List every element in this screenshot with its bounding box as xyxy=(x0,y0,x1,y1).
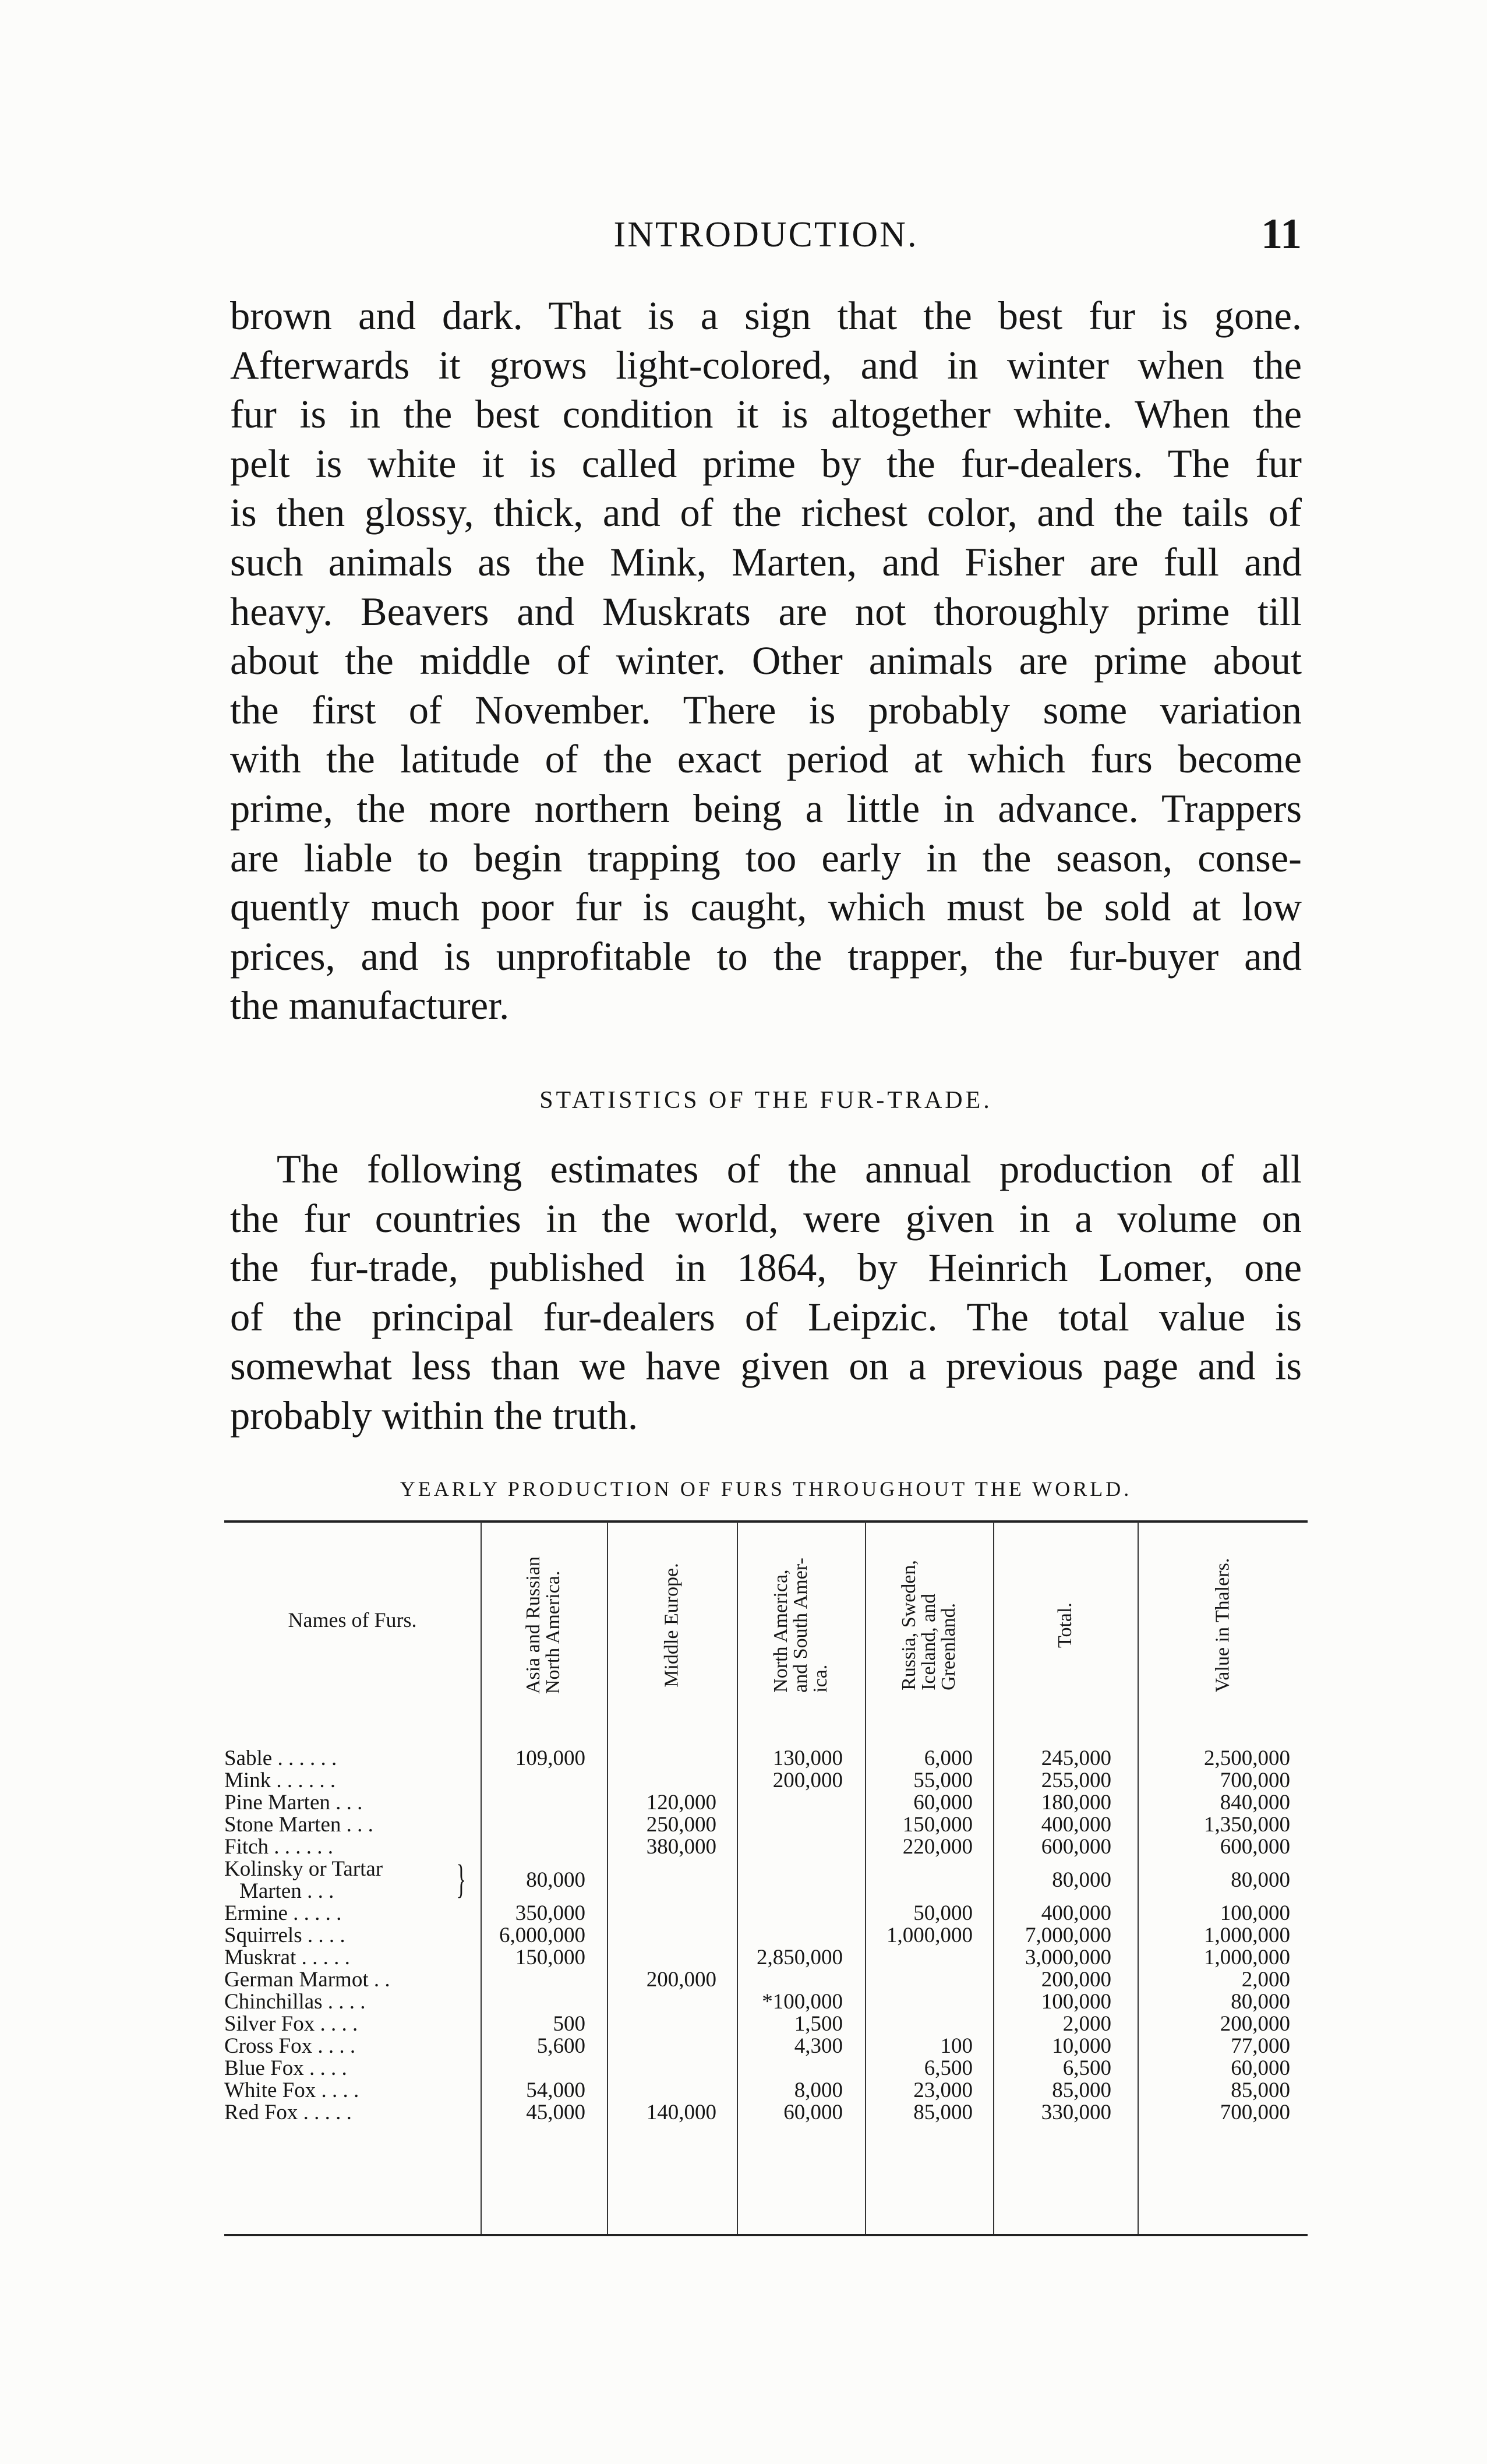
table-body xyxy=(224,1748,1308,2124)
table-row xyxy=(224,1748,1308,1770)
cell-america: 60,000 xyxy=(783,2101,843,2124)
cell-russia: 60,000 xyxy=(913,1791,973,1815)
fur-name xyxy=(224,1814,481,1836)
header-names-of-furs: Names of Furs. xyxy=(288,1608,417,1632)
table-row xyxy=(224,1902,1308,1925)
cell-value: 80,000 xyxy=(1231,1868,1290,1892)
fur-name-text: Ermine . . . . . xyxy=(224,1901,342,1925)
cell-america: 2,850,000 xyxy=(757,1946,843,1969)
cell-total: 180,000 xyxy=(1041,1791,1111,1815)
header-total-text: Total. xyxy=(1054,1602,1076,1648)
fur-name xyxy=(224,1858,481,1902)
table-row xyxy=(224,2080,1308,2102)
text-line: heavy. Beavers and Muskrats are not thoroughly prime till xyxy=(230,589,1302,634)
text-line: prices, and is unprofitable to the trapper, the fur-buyer and xyxy=(230,934,1302,979)
cell-total: 245,000 xyxy=(1041,1746,1111,1770)
header-total xyxy=(993,1532,1138,1718)
intro-paragraph xyxy=(230,1145,1302,1441)
cell-russia: 55,000 xyxy=(913,1768,973,1792)
page-number: 11 xyxy=(1261,210,1302,258)
table-row xyxy=(224,1836,1308,1858)
cell-russia: 6,500 xyxy=(924,2056,973,2080)
table-row xyxy=(224,1814,1308,1836)
fur-name xyxy=(224,1792,481,1814)
cell-total: 6,500 xyxy=(1062,2056,1111,2080)
text-line: somewhat less than we have given on a previous page and is xyxy=(230,1344,1302,1389)
table-row xyxy=(224,1969,1308,1991)
intro-text xyxy=(230,1145,1302,1441)
cell-asia: 150,000 xyxy=(515,1946,585,1969)
cell-asia: 500 xyxy=(553,2012,585,2036)
text-line: the first of November. There is probably some variation xyxy=(230,687,1302,732)
fur-name xyxy=(224,1902,481,1925)
fur-name xyxy=(224,1748,481,1770)
table-title: YEARLY PRODUCTION OF FURS THROUGHOUT THE WORLD. xyxy=(400,1477,1132,1501)
cell-asia: 6,000,000 xyxy=(499,1923,585,1947)
fur-name xyxy=(224,2080,481,2102)
fur-name-text: Muskrat . . . . . xyxy=(224,1946,350,1969)
fur-name-text: Pine Marten . . . xyxy=(224,1791,363,1815)
cell-value: 200,000 xyxy=(1220,2012,1290,2036)
table-row xyxy=(224,1770,1308,1792)
table-row xyxy=(224,1991,1308,2013)
cell-europe: 250,000 xyxy=(646,1813,716,1837)
cell-value: 80,000 xyxy=(1231,1990,1290,2014)
fur-name-text: Stone Marten . . . xyxy=(224,1813,373,1837)
header-america xyxy=(737,1532,865,1718)
cell-america: 8,000 xyxy=(794,2078,843,2102)
text-line: are liable to begin trapping too early in the season, conse- xyxy=(230,835,1302,880)
table-top-rule xyxy=(224,1520,1308,1523)
text-line: about the middle of winter. Other animals are prime about xyxy=(230,638,1302,683)
text-line: of the principal fur-dealers of Leipzic. The total value is xyxy=(230,1294,1302,1339)
table-row xyxy=(224,1925,1308,1947)
header-asia xyxy=(481,1532,607,1718)
body-paragraph xyxy=(230,291,1302,1030)
cell-europe: 200,000 xyxy=(646,1968,716,1992)
fur-name-text: Kolinsky or Tartar xyxy=(224,1857,383,1881)
fur-name-text: Fitch . . . . . . xyxy=(224,1835,334,1859)
text-line: The following estimates of the annual production of all xyxy=(277,1147,1302,1191)
header-america-text: North America, and South Amer- ica. xyxy=(770,1558,831,1693)
fur-name-text: Blue Fox . . . . xyxy=(224,2056,347,2080)
text-line: Afterwards it grows light-colored, and in winter when the xyxy=(230,343,1302,387)
fur-name-text: White Fox . . . . xyxy=(224,2078,359,2102)
table-row xyxy=(224,2057,1308,2080)
text-line: quently much poor fur is caught, which must be sold at low xyxy=(230,885,1302,930)
table-row xyxy=(224,2035,1308,2057)
text-line: is then glossy, thick, and of the richest color, and the tails of xyxy=(230,490,1302,535)
header-asia-text: Asia and Russian North America. xyxy=(522,1556,564,1695)
cell-america: 130,000 xyxy=(772,1746,843,1770)
header-value xyxy=(1138,1532,1308,1718)
fur-name-text: Red Fox . . . . . xyxy=(224,2101,352,2124)
cell-total: 400,000 xyxy=(1041,1901,1111,1925)
cell-america: *100,000 xyxy=(762,1990,843,2014)
fur-name xyxy=(224,1991,481,2013)
fur-name xyxy=(224,2057,481,2080)
cell-total: 10,000 xyxy=(1052,2034,1111,2058)
cell-total: 100,000 xyxy=(1041,1990,1111,2014)
cell-total: 255,000 xyxy=(1041,1768,1111,1792)
cell-russia: 50,000 xyxy=(913,1901,973,1925)
cell-russia: 6,000 xyxy=(924,1746,973,1770)
cell-total: 80,000 xyxy=(1052,1868,1111,1892)
cell-russia: 85,000 xyxy=(913,2101,973,2124)
cell-america: 200,000 xyxy=(772,1768,843,1792)
cell-russia: 23,000 xyxy=(913,2078,973,2102)
cell-value: 700,000 xyxy=(1220,2101,1290,2124)
fur-name-text: Squirrels . . . . xyxy=(224,1923,345,1947)
cell-value: 1,000,000 xyxy=(1204,1923,1290,1947)
header-middle-europe-text: Middle Europe. xyxy=(661,1563,683,1688)
cell-value: 60,000 xyxy=(1231,2056,1290,2080)
section-heading: STATISTICS OF THE FUR-TRADE. xyxy=(539,1087,992,1114)
text-line: with the latitude of the exact period at which furs become xyxy=(230,737,1302,782)
cell-russia: 220,000 xyxy=(902,1835,973,1859)
text-line: prime, the more northern being a little in advance. Trappers xyxy=(230,786,1302,831)
cell-russia: 100 xyxy=(940,2034,973,2058)
cell-asia: 5,600 xyxy=(536,2034,585,2058)
text-line: the fur-trade, published in 1864, by Heinrich Lomer, one xyxy=(230,1245,1302,1290)
cell-total: 400,000 xyxy=(1041,1813,1111,1837)
header-russia-text: Russia, Sweden, Iceland, and Greenland. xyxy=(898,1560,960,1690)
cell-value: 1,000,000 xyxy=(1204,1946,1290,1969)
cell-value: 840,000 xyxy=(1220,1791,1290,1815)
fur-name xyxy=(224,2013,481,2035)
cell-value: 100,000 xyxy=(1220,1901,1290,1925)
fur-name xyxy=(224,1969,481,1991)
cell-value: 1,350,000 xyxy=(1204,1813,1290,1837)
text-line: the fur countries in the world, were given in a volume on xyxy=(230,1196,1302,1241)
fur-name-text-continued: Marten . . . xyxy=(239,1879,334,1903)
cell-value: 2,500,000 xyxy=(1204,1746,1290,1770)
cell-asia: 45,000 xyxy=(526,2101,585,2124)
header-middle-europe xyxy=(607,1532,737,1718)
fur-name-text: German Marmot . . xyxy=(224,1968,390,1992)
cell-value: 600,000 xyxy=(1220,1835,1290,1859)
text-line: fur is in the best condition it is altogether white. When the xyxy=(230,392,1302,437)
fur-name-text: Mink . . . . . . xyxy=(224,1768,336,1792)
text-line: such animals as the Mink, Marten, and Fisher are full and xyxy=(230,539,1302,584)
running-title: INTRODUCTION. xyxy=(613,215,919,255)
text-line: the manufacturer. xyxy=(230,983,510,1028)
cell-total: 85,000 xyxy=(1052,2078,1111,2102)
table-row xyxy=(224,1858,1308,1902)
fur-name xyxy=(224,1947,481,1969)
fur-name xyxy=(224,1836,481,1858)
text-line: pelt is white it is called prime by the fur-dealers. The fur xyxy=(230,441,1302,486)
cell-europe: 380,000 xyxy=(646,1835,716,1859)
body-text xyxy=(230,291,1302,1030)
fur-name-text: Silver Fox . . . . xyxy=(224,2012,358,2036)
cell-russia: 150,000 xyxy=(902,1813,973,1837)
cell-america: 1,500 xyxy=(794,2012,843,2036)
cell-value: 2,000 xyxy=(1241,1968,1290,1992)
header-russia xyxy=(865,1532,993,1718)
fur-name xyxy=(224,2102,481,2124)
cell-total: 3,000,000 xyxy=(1025,1946,1111,1969)
page-header xyxy=(230,210,1302,262)
cell-total: 600,000 xyxy=(1041,1835,1111,1859)
cell-value: 85,000 xyxy=(1231,2078,1290,2102)
table-row xyxy=(224,2013,1308,2035)
cell-russia: 1,000,000 xyxy=(886,1923,973,1947)
cell-value: 77,000 xyxy=(1231,2034,1290,2058)
cell-europe: 120,000 xyxy=(646,1791,716,1815)
cell-america: 4,300 xyxy=(794,2034,843,2058)
cell-asia: 109,000 xyxy=(515,1746,585,1770)
text-line: probably within the truth. xyxy=(230,1393,638,1438)
fur-name xyxy=(224,1925,481,1947)
cell-total: 330,000 xyxy=(1041,2101,1111,2124)
table-bottom-rule xyxy=(224,2234,1308,2236)
cell-total: 2,000 xyxy=(1062,2012,1111,2036)
text-line: brown and dark. That is a sign that the best fur is gone. xyxy=(230,294,1302,338)
cell-asia: 54,000 xyxy=(526,2078,585,2102)
cell-asia: 350,000 xyxy=(515,1901,585,1925)
cell-europe: 140,000 xyxy=(646,2101,716,2124)
table-row xyxy=(224,2102,1308,2124)
cell-total: 7,000,000 xyxy=(1025,1923,1111,1947)
fur-name xyxy=(224,1770,481,1792)
fur-name xyxy=(224,2035,481,2057)
table-row xyxy=(224,1792,1308,1814)
cell-total: 200,000 xyxy=(1041,1968,1111,1992)
fur-name-text: Chinchillas . . . . xyxy=(224,1990,366,2014)
fur-name-text: Sable . . . . . . xyxy=(224,1746,337,1770)
brace-mark: } xyxy=(456,1857,467,1902)
table-row xyxy=(224,1947,1308,1969)
header-value-text: Value in Thalers. xyxy=(1211,1558,1233,1693)
fur-name-text: Cross Fox . . . . xyxy=(224,2034,356,2058)
fur-production-table xyxy=(224,1520,1308,2248)
cell-asia: 80,000 xyxy=(526,1868,585,1892)
cell-value: 700,000 xyxy=(1220,1768,1290,1792)
